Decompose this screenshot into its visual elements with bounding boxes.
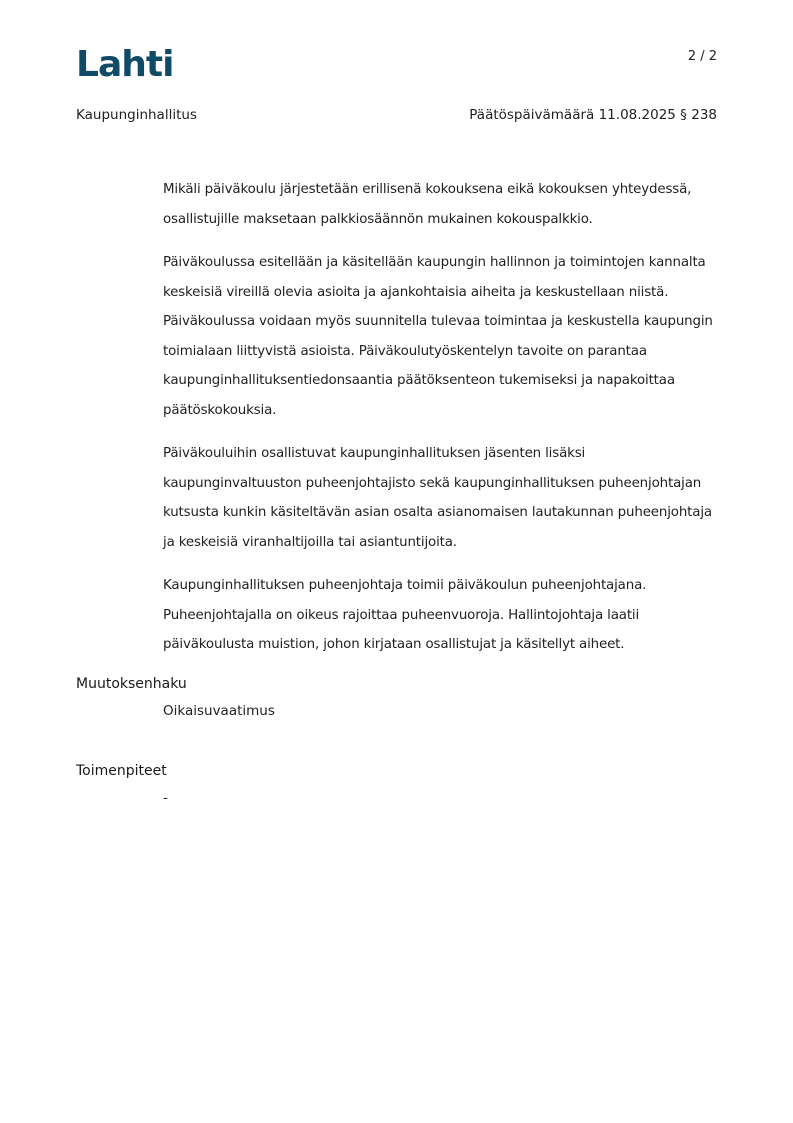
- appeal-heading: Muutoksenhaku: [76, 676, 187, 692]
- page-number: 2 / 2: [687, 49, 717, 64]
- appeal-value: Oikaisuvaatimus: [163, 703, 275, 719]
- board-name: Kaupunginhallitus: [76, 107, 197, 123]
- paragraph-participants: Päiväkouluihin osallistuvat kaupunginhallituksen jäsenten lisäksi kaupunginvaltuuston puheenjohtajisto sekä kaupunginhallituksen puheenjohtajan kutsusta kunkin käsiteltävän asian osalta asianomaisen lautakunnan puheenjohtaja ja keskeisiä viranhaltijoilla tai asiantuntijoita.: [163, 446, 712, 550]
- paragraph-chair: Kaupunginhallituksen puheenjohtaja toimii päiväkoulun puheenjohtajana. Puheenjohtajalla on oikeus rajoittaa puheenvuoroja. Hallintojohtaja laatii päiväkoulusta muistion, johon kirjataan osallistujat ja käsitellyt aiheet.: [163, 578, 647, 652]
- decision-body: [163, 175, 723, 674]
- actions-heading: Toimenpiteet: [76, 763, 167, 779]
- lahti-logo: Lahti: [76, 44, 174, 85]
- actions-value: -: [163, 790, 168, 806]
- paragraph-meeting-fee: Mikäli päiväkoulu järjestetään erillisenä kokouksena eikä kokouksen yhteydessä, osallistujille maksetaan palkkiosäännön mukainen kokouspalkkio.: [163, 182, 692, 227]
- paragraph-day-school-content: Päiväkoulussa esitellään ja käsitellään kaupungin hallinnon ja toimintojen kannalta keskeisiä vireillä olevia asioita ja ajankohtaisia aiheita ja keskustellaan niistä. Päiväkoulussa voidaan myös suunnitella tulevaa toimintaa ja keskustella kaupungin toimialaan liittyvistä asioista. Päiväkoulutyöskentelyn tavoite on parantaa kaupunginhallituksentiedonsaantia päätöksenteon tukemiseksi ja napakoittaa päätöskokouksia.: [163, 255, 713, 418]
- decision-date: Päätöspäivämäärä 11.08.2025 § 238: [469, 107, 717, 123]
